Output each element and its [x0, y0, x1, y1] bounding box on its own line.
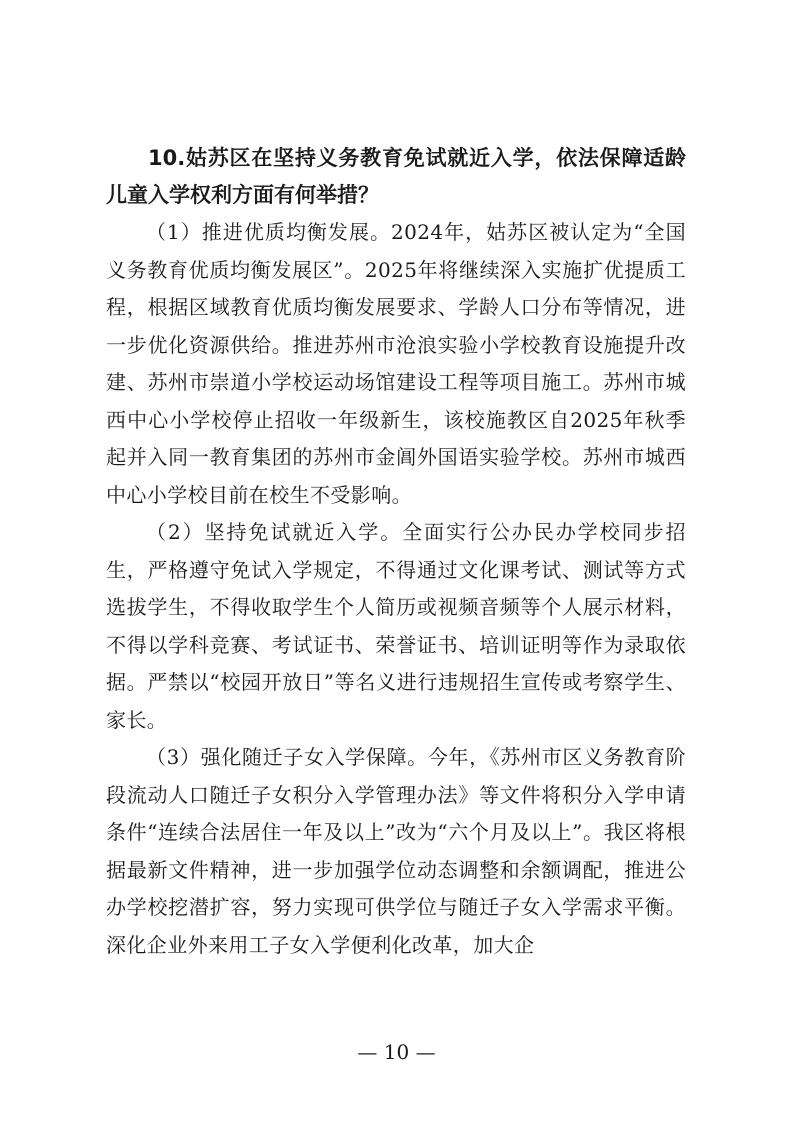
page-number: — 10 —	[357, 1040, 436, 1064]
section-heading: 10.姑苏区在坚持义务教育免试就近入学，依法保障适龄儿童入学权利方面有何举措？	[106, 146, 686, 207]
paragraph-3: （3）强化随迁子女入学保障。今年，《苏州市区义务教育阶段流动人口随迁子女积分入学管理办法》等文件将积分入学申请条件“连续合法居住一年及以上”改为“六个月及以上”。我区将根据最新文件精神，进一步加强学位动态调整和余额调配，推进公办学校挖潜扩容，努力实现可供学位与随迁子女入学需求平衡。深化企业外来用工子女入学便利化改革，加大企	[106, 745, 686, 957]
document-body	[106, 140, 686, 964]
paragraph-1: （1）推进优质均衡发展。2024年，姑苏区被认定为“全国义务教育优质均衡发展区”。2025年将继续深入实施扩优提质工程，根据区域教育优质均衡发展要求、学龄人口分布等情况，进一步优化资源供给。推进苏州市沧浪实验小学校教育设施提升改建、苏州市崇道小学校运动场馆建设工程等项目施工。苏州市城西中心小学校停止招收一年级新生，该校施教区自2025年秋季起并入同一教育集团的苏州市金阊外国语实验学校。苏州市城西中心小学校目前在校生不受影响。	[106, 220, 686, 507]
paragraph-2: （2）坚持免试就近入学。全面实行公办民办学校同步招生，严格遵守免试入学规定，不得通过文化课考试、测试等方式选拔学生，不得收取学生个人简历或视频音频等个人展示材料，不得以学科竞赛、考试证书、荣誉证书、培训证明等作为录取依据。严禁以“校园开放日”等名义进行违规招生宣传或考察学生、家长。	[106, 520, 686, 732]
